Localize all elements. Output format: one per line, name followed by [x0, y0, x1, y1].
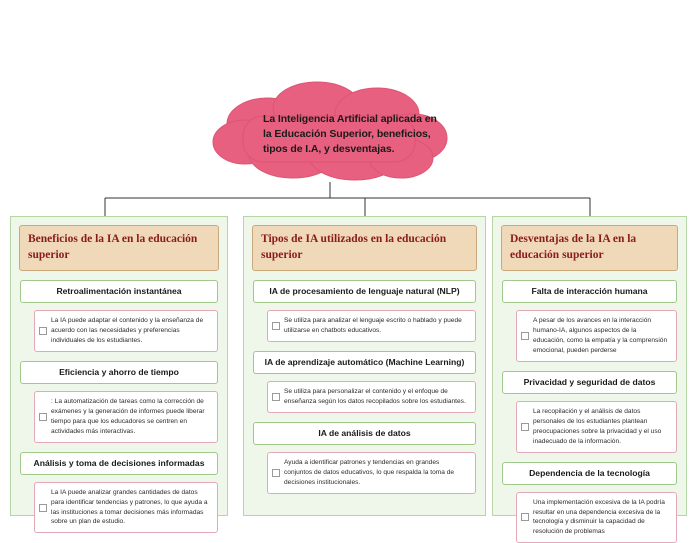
- topic-item[interactable]: [502, 371, 677, 453]
- topic-title: Eficiencia y ahorro de tiempo: [20, 361, 218, 384]
- topic-detail[interactable]: [34, 310, 218, 352]
- branch-disadvantages[interactable]: [492, 216, 687, 516]
- topic-detail-text: Una implementación excesiva de la IA podría resultar en una dependencia excesiva de la tecnología y disminuir la capacidad de resolución de problemas: [533, 499, 665, 536]
- topic-item[interactable]: [502, 280, 677, 362]
- topic-title: IA de procesamiento de lenguaje natural (NLP): [253, 280, 476, 303]
- topic-title: IA de análisis de datos: [253, 422, 476, 445]
- central-topic[interactable]: [205, 80, 455, 182]
- branch-benefits[interactable]: [10, 216, 228, 516]
- topic-detail[interactable]: [34, 391, 218, 443]
- topic-detail[interactable]: [34, 482, 218, 534]
- branch-heading: Beneficios de la IA en la educación superior: [19, 225, 219, 271]
- checkbox-icon[interactable]: [272, 393, 280, 401]
- topic-detail-text: La recopilación y el análisis de datos personales de los estudiantes plantean preocupaciones sobre la privacidad y el uso inadecuado de la información.: [533, 408, 661, 445]
- branch-types[interactable]: [243, 216, 486, 516]
- topic-item[interactable]: [253, 422, 476, 494]
- topic-detail-text: Ayuda a identificar patrones y tendencias en grandes conjuntos de datos educativos, lo que respalda la toma de decisiones institucionales.: [284, 459, 454, 486]
- topic-detail[interactable]: [267, 381, 476, 413]
- topic-detail-text: La IA puede adaptar el contenido y la enseñanza de acuerdo con las necesidades y preferencias individuales de los estudiantes.: [51, 317, 203, 344]
- topic-title: Falta de interacción humana: [502, 280, 677, 303]
- topic-title: Retroalimentación instantánea: [20, 280, 218, 303]
- checkbox-icon[interactable]: [521, 423, 529, 431]
- topic-detail[interactable]: [516, 310, 677, 362]
- topic-detail-text: A pesar de los avances en la interacción humano-IA, algunos aspectos de la educación, como la empatía y la comprensión emocional, pueden perderse: [533, 317, 667, 354]
- checkbox-icon[interactable]: [39, 504, 47, 512]
- topic-detail-text: Se utiliza para personalizar el contenido y el enfoque de enseñanza según los datos recopilados sobre los estudiantes.: [284, 388, 466, 405]
- topic-detail-text: Se utiliza para analizar el lenguaje escrito o hablado y puede utilizarse en chatbots educativos.: [284, 317, 462, 334]
- topic-title: IA de aprendizaje automático (Machine Learning): [253, 351, 476, 374]
- topic-detail[interactable]: [267, 310, 476, 342]
- branch-heading: Desventajas de la IA en la educación superior: [501, 225, 678, 271]
- topic-detail[interactable]: [516, 401, 677, 453]
- checkbox-icon[interactable]: [39, 413, 47, 421]
- checkbox-icon[interactable]: [521, 513, 529, 521]
- topic-item[interactable]: [20, 280, 218, 352]
- topic-title: Análisis y toma de decisiones informadas: [20, 452, 218, 475]
- topic-item[interactable]: [253, 280, 476, 342]
- topic-item[interactable]: [502, 462, 677, 543]
- branch-heading: Tipos de IA utilizados en la educación superior: [252, 225, 477, 271]
- central-topic-label: La Inteligencia Artificial aplicada en la Educación Superior, beneficios, tipos de I.A, y desventajas.: [263, 112, 445, 158]
- topic-detail[interactable]: [516, 492, 677, 543]
- checkbox-icon[interactable]: [272, 322, 280, 330]
- topic-item[interactable]: [20, 452, 218, 534]
- topic-detail-text: : La automatización de tareas como la corrección de exámenes y la generación de informes puede liberar tiempo para que los educadores se centren en actividades más interactivas.: [51, 398, 205, 435]
- checkbox-icon[interactable]: [272, 469, 280, 477]
- checkbox-icon[interactable]: [39, 327, 47, 335]
- topic-detail-text: La IA puede analizar grandes cantidades de datos para identificar tendencias y patrones, lo que ayuda a las instituciones a tomar decisiones más informadas sobre un plan de estudio.: [51, 489, 208, 526]
- topic-item[interactable]: [20, 361, 218, 443]
- topic-detail[interactable]: [267, 452, 476, 494]
- checkbox-icon[interactable]: [521, 332, 529, 340]
- topic-title: Dependencia de la tecnología: [502, 462, 677, 485]
- topic-title: Privacidad y seguridad de datos: [502, 371, 677, 394]
- topic-item[interactable]: [253, 351, 476, 413]
